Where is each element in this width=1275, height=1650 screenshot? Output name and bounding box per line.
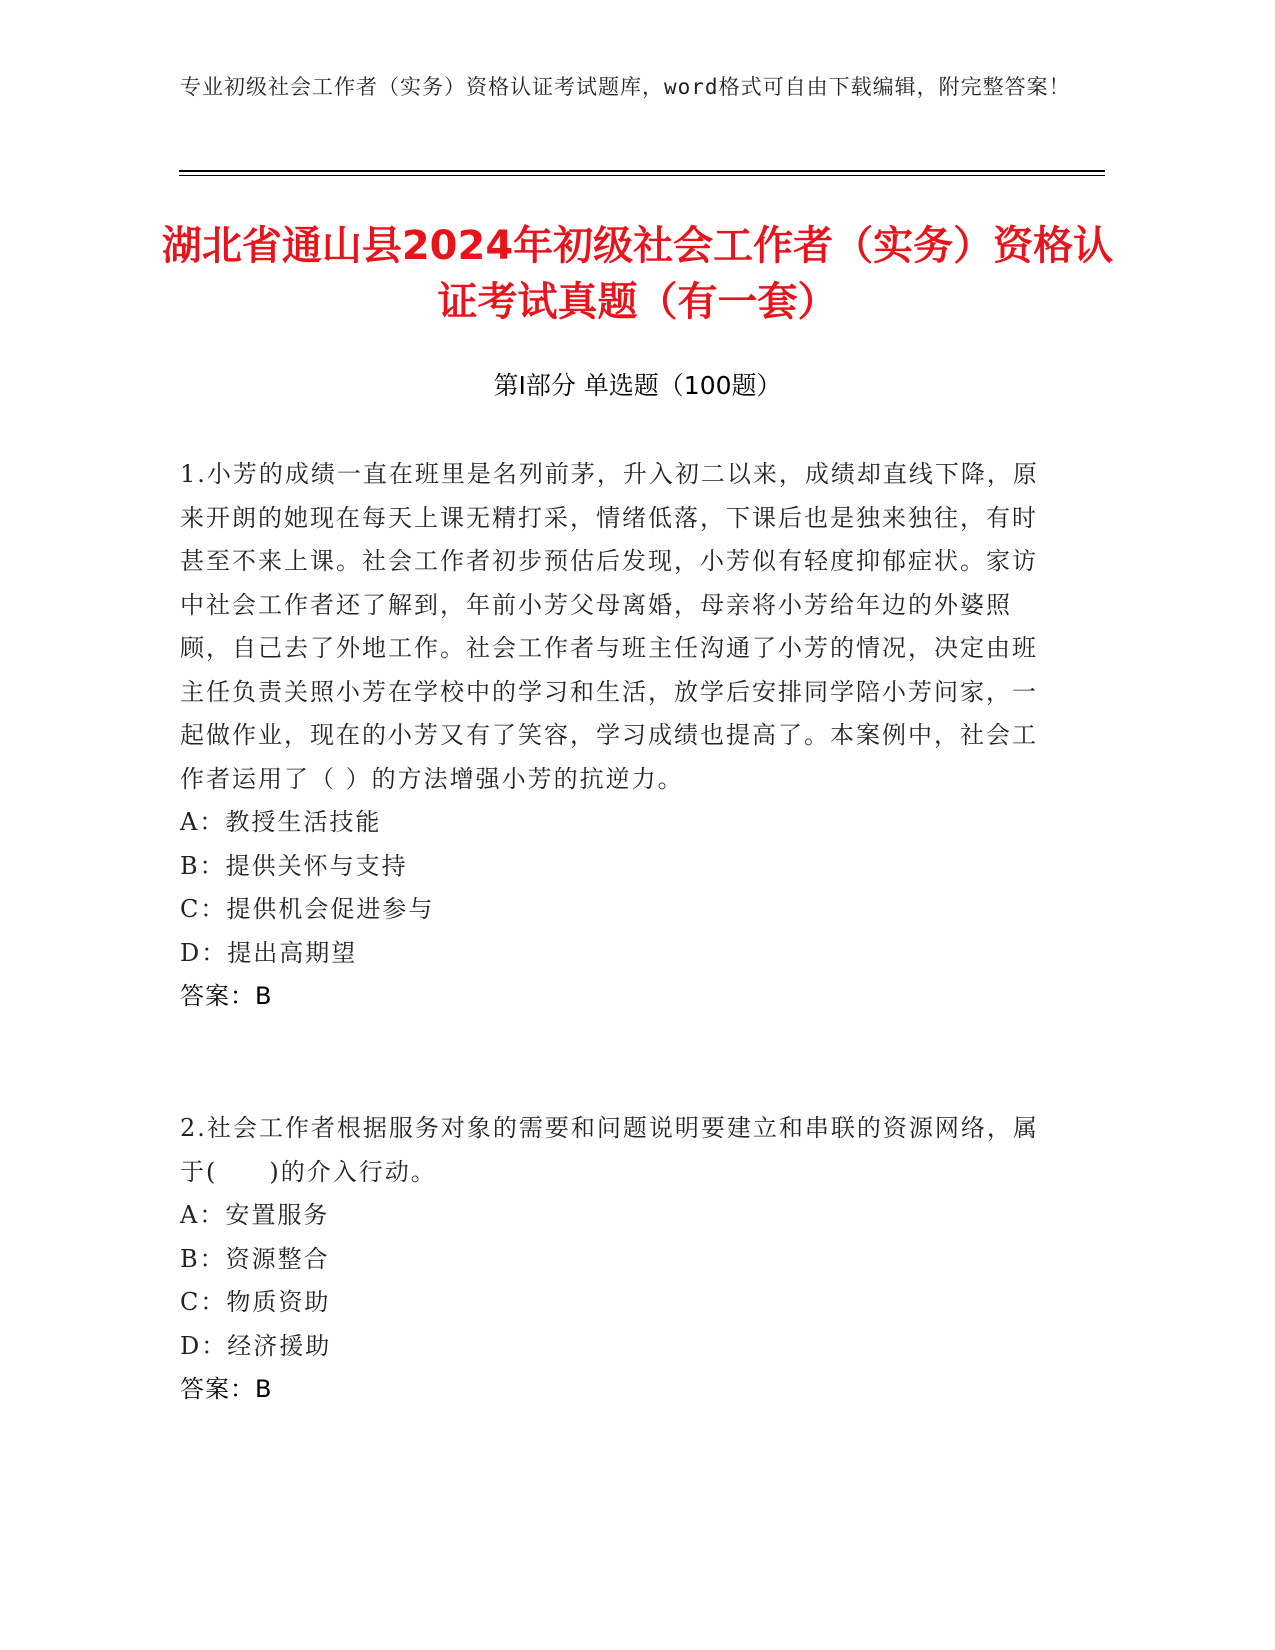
option-a: A：安置服务	[180, 1201, 330, 1229]
section-title: 第Ⅰ部分 单选题（100题）	[493, 371, 782, 400]
question-stem: 2.社会工作者根据服务对象的需要和问题说明要建立和串联的资源网络，属于( )的介入行动。	[180, 1114, 1039, 1186]
option-d: D：经济援助	[180, 1331, 332, 1360]
answer-line: 答案：B	[180, 982, 273, 1010]
question-stem: 1.小芳的成绩一直在班里是名列前茅，升入初二以来，成绩却直线下降，原来开朗的她现在每天上课无精打采，情绪低落，下课后也是独来独往，有时甚至不来上课。社会工作者初步预估后发现，小芳似有轻度抑郁症状。家访中社会工作者还了解到，年前小芳父母离婚，母亲将小芳给年边的外婆照顾，自己去了外地工作。社会工作者与班主任沟通了小芳的情况，决定由班主任负责关照小芳在学校中的学习和生活，放学后安排同学陪小芳问家，一起做作业，现在的小芳又有了笑容，学习成绩也提高了。本案例中，社会工作者运用了（ ）的方法增强小芳的抗逆力。	[180, 460, 1039, 793]
option-b: B：资源整合	[180, 1244, 330, 1273]
option-c: C：物质资助	[180, 1288, 331, 1316]
header-divider-thick	[179, 170, 1105, 172]
document-title: 湖北省通山县2024年初级社会工作者（实务）资格认证考试真题（有一套）	[161, 223, 1114, 325]
answer-line: 答案：B	[180, 1375, 273, 1403]
header-divider-thin	[179, 175, 1105, 176]
question-block	[180, 453, 1040, 1019]
option-d: D：提出高期望	[180, 938, 358, 967]
option-c: C：提供机会促进参与	[180, 895, 435, 923]
header-note: 专业初级社会工作者（实务）资格认证考试题库，word格式可自由下载编辑，附完整答案！	[180, 75, 1071, 99]
option-b: B：提供关怀与支持	[180, 851, 408, 880]
question-block	[180, 1107, 1040, 1412]
option-a: A：教授生活技能	[180, 808, 382, 836]
